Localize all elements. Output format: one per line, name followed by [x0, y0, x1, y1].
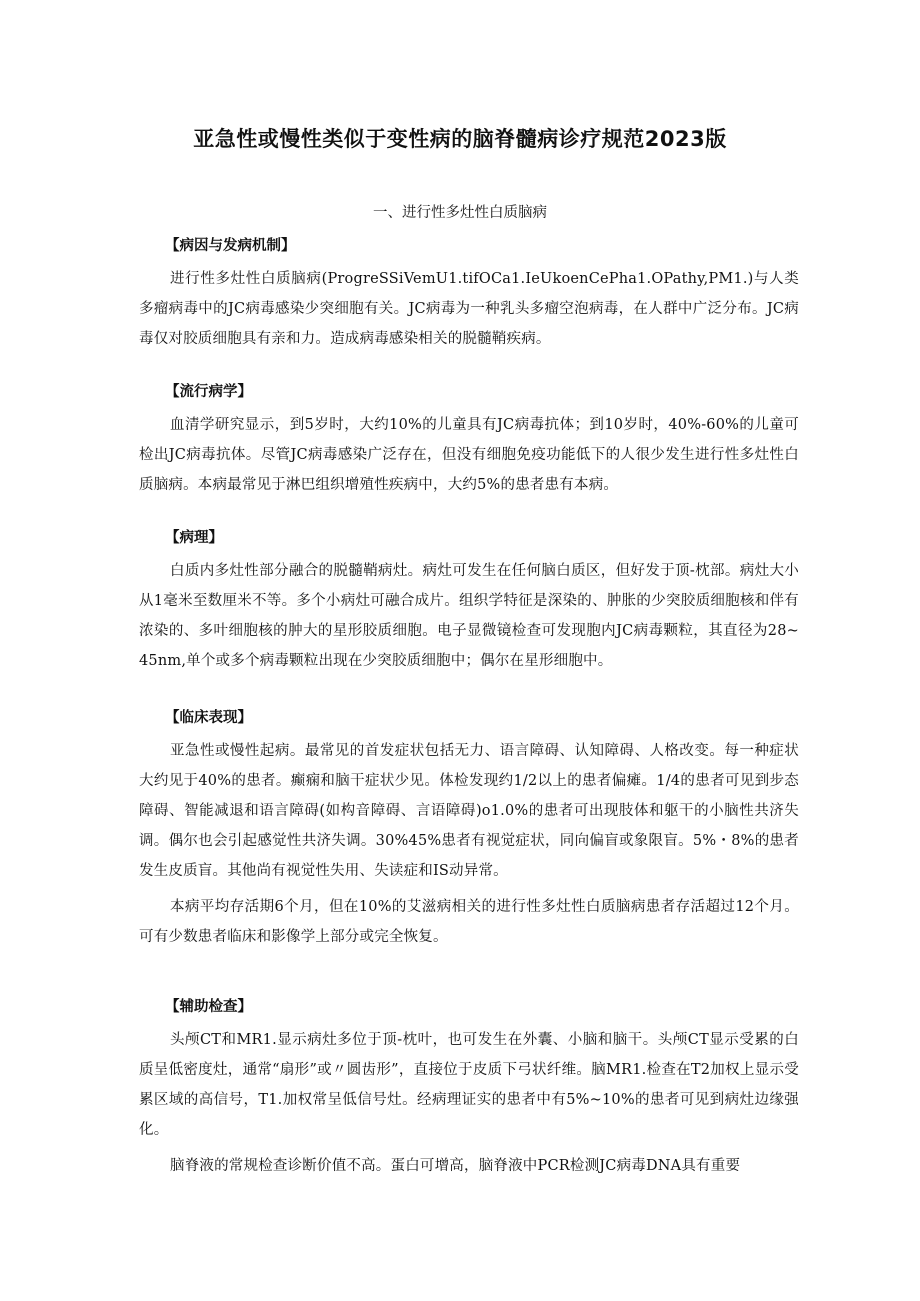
section-heading: 【病理】	[165, 530, 223, 546]
paragraph: 亚急性或慢性起病。最常见的首发症状包括无力、语言障碍、认知障碍、人格改变。每一种症状大约见于40%的患者。癫痫和脑干症状少见。体检发现约1/2以上的患者偏瘫。1/4的患者可见到步态障碍、智能减退和语言障碍(如构音障碍、言语障碍)o1.0%的患者可出现肢体和躯干的小脑性共济失调。偶尔也会引起感觉性共济失调。30%45%患者有视觉症状，同向偏盲或象限盲。5%・8%的患者发生皮质盲。其他尚有视觉性失用、失读症和IS动异常。	[139, 743, 799, 879]
document-title: 亚急性或慢性类似于变性病的脑脊髓病诊疗规范2023版	[193, 127, 727, 151]
section-epidemiology	[139, 380, 799, 500]
section-heading: 【临床表现】	[165, 710, 252, 726]
paragraph: 脑脊液的常规检查诊断价值不高。蛋白可增高，脑脊液中PCR检测JC病毒DNA具有重要	[170, 1158, 741, 1174]
paragraph: 本病平均存活期6个月，但在10%的艾滋病相关的进行性多灶性白质脑病患者存活超过12个月。可有少数患者临床和影像学上部分或完全恢复。	[139, 899, 799, 945]
paragraph: 白质内多灶性部分融合的脱髓鞘病灶。病灶可发生在任何脑白质区，但好发于顶-枕部。病灶大小从1毫米至数厘米不等。多个小病灶可融合成片。组织学特征是深染的、肿胀的少突胶质细胞核和伴有浓染的、多叶细胞核的肿大的星形胶质细胞。电子显微镜检查可发现胞内JC病毒颗粒，其直径为28~45nm,单个或多个病毒颗粒出现在少突胶质细胞中；偶尔在星形细胞中。	[139, 563, 799, 669]
section-heading: 【流行病学】	[165, 384, 252, 400]
section-heading: 【病因与发病机制】	[165, 238, 296, 254]
section-subtitle: 一、进行性多灶性白质脑病	[373, 205, 547, 221]
section-pathology	[139, 526, 799, 676]
section-clinical	[139, 706, 799, 952]
section-etiology	[139, 234, 799, 354]
section-heading: 【辅助检查】	[165, 999, 252, 1015]
paragraph: 血清学研究显示，到5岁时，大约10%的儿童具有JC病毒抗体；到10岁时，40%-60%的儿童可检出JC病毒抗体。尽管JC病毒感染广泛存在，但没有细胞免疫功能低下的人很少发生进行性多灶性白质脑病。本病最常见于淋巴组织增殖性疾病中，大约5%的患者患有本病。	[139, 417, 799, 493]
paragraph: 进行性多灶性白质脑病(ProgreSSiVemU1.tifOCa1.IeUkoenCePha1.OPathy,PM1.)与人类多瘤病毒中的JC病毒感染少突细胞有关。JC病毒为一种乳头多瘤空泡病毒，在人群中广泛分布。JC病毒仅对胶质细胞具有亲和力。造成病毒感染相关的脱髓鞘疾病。	[139, 271, 799, 347]
paragraph: 头颅CT和MR1.显示病灶多位于顶-枕叶，也可发生在外囊、小脑和脑干。头颅CT显示受累的白质呈低密度灶，通常“扇形”或〃圆齿形”，直接位于皮质下弓状纤维。脑MR1.检查在T2加权上显示受累区域的高信号，T1.加权常呈低信号灶。经病理证实的患者中有5%~10%的患者可见到病灶边缘强化。	[139, 1032, 799, 1138]
section-auxiliary-exam	[139, 995, 799, 1181]
